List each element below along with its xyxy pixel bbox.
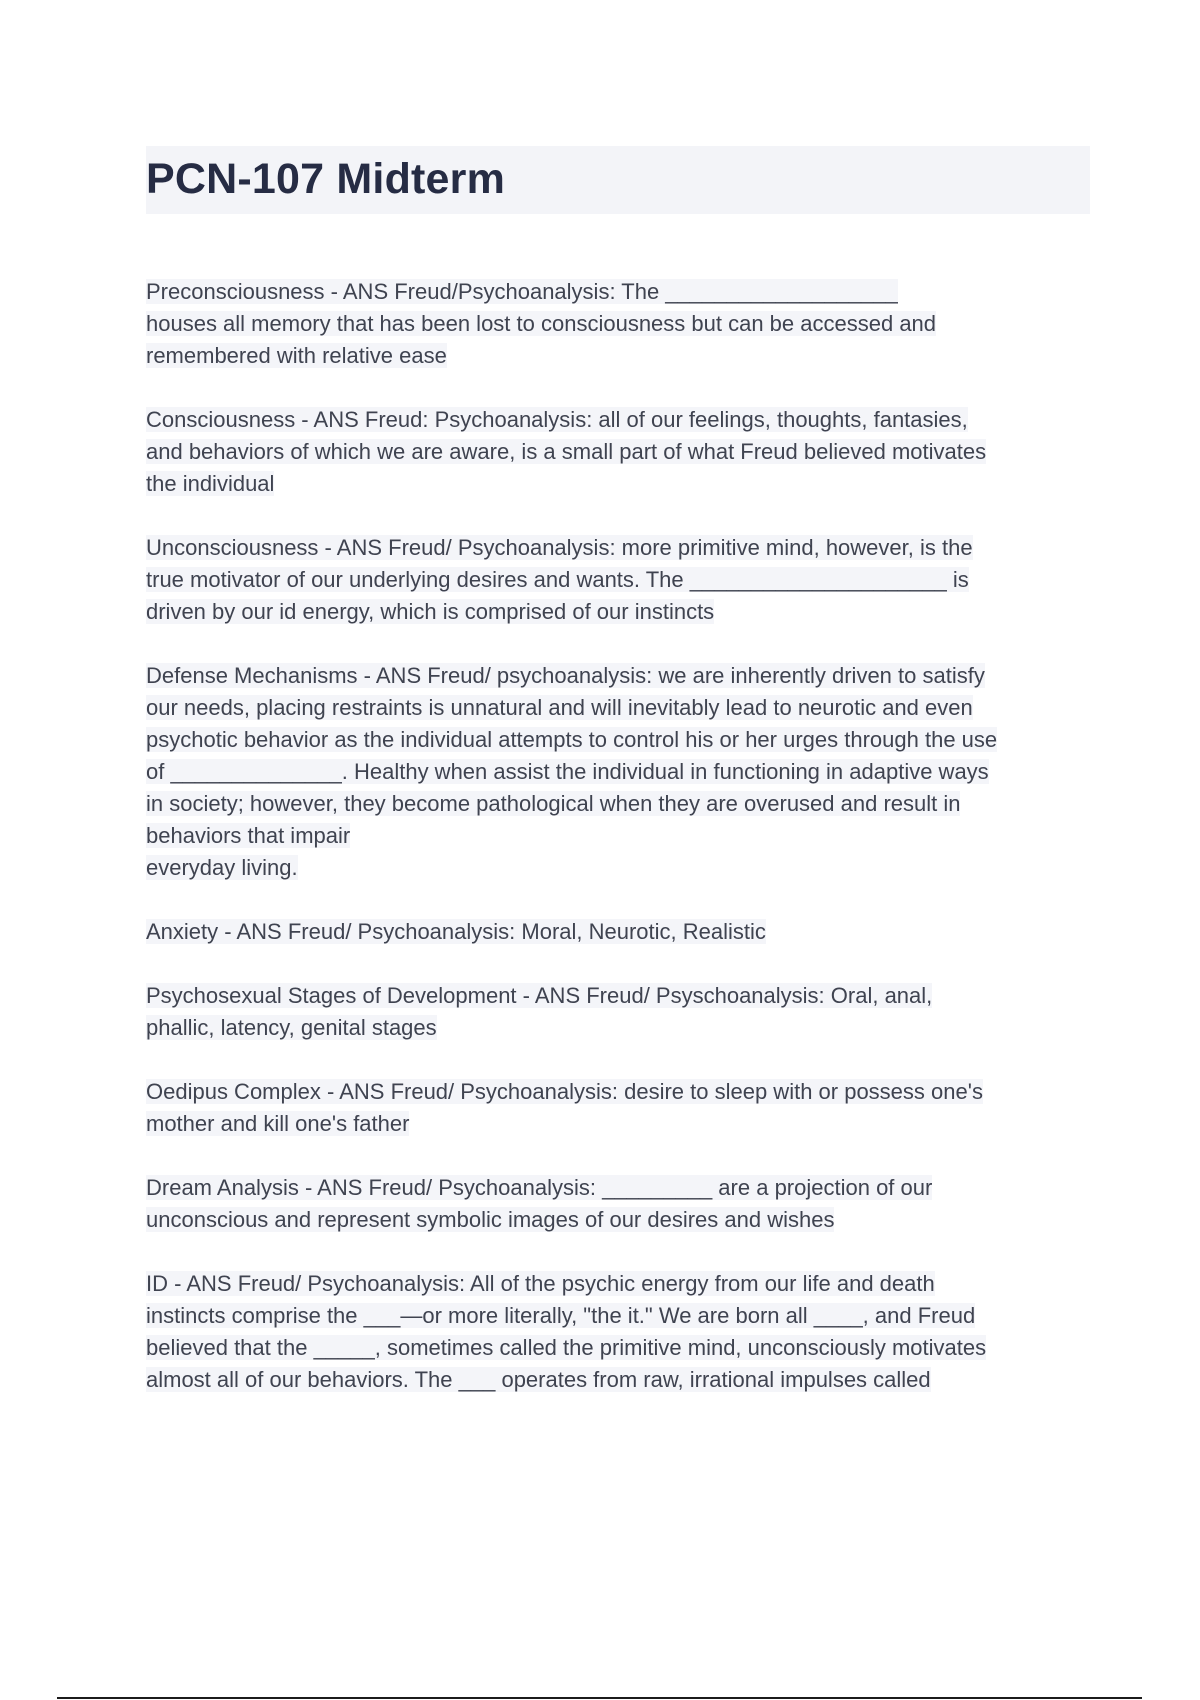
flashcard-entry bbox=[146, 916, 1090, 948]
flashcard-entry bbox=[146, 404, 1090, 500]
flashcard-entry bbox=[146, 660, 1090, 884]
entry-term: ID bbox=[146, 1271, 168, 1296]
entry-separator: - ANS bbox=[324, 279, 395, 304]
entry-separator: - ANS bbox=[318, 535, 389, 560]
flashcard-entry bbox=[146, 276, 1090, 372]
entry-term: Consciousness bbox=[146, 407, 296, 432]
entry-answer: Freud/ psychoanalysis: we are inherently driven to satisfy our needs, placing restraints is unnatural and will inevitably lead to neurotic and even psychotic behavior as the individual attempts to control his or her urges through the use of ______________. Healthy when assist the individual in functioning in adaptive ways in society; however, they become pathological when they are overused and result in behaviors that impair everyday living. bbox=[146, 663, 998, 880]
flashcard-entry bbox=[146, 1268, 1090, 1396]
entry-term: Anxiety bbox=[146, 919, 219, 944]
page-bottom-rule bbox=[57, 1697, 1142, 1699]
entry-separator: - ANS bbox=[320, 1079, 391, 1104]
entry-answer: Freud/ Psychoanalysis: desire to sleep with or possess one's mother and kill one's father bbox=[146, 1079, 983, 1136]
flashcard-list bbox=[146, 276, 1090, 1428]
entry-separator: - ANS bbox=[218, 919, 288, 944]
entry-answer: Freud/Psychoanalysis: The ___________________ houses all memory that has been lost to consciousness but can be accessed and remembered with relative ease bbox=[146, 279, 937, 368]
entry-answer: Freud/ Psychoanalysis: All of the psychic energy from our life and death instincts comprise the ___—or more literally, "the it." We are born all ____, and Freud believed that the _____, sometimes called the primitive mind, unconsciously motivates almost all of our behaviors. The ___ operates from raw, irrational impulses called bbox=[146, 1271, 987, 1392]
entry-term: Preconsciousness bbox=[146, 279, 325, 304]
flashcard-entry bbox=[146, 980, 1090, 1044]
entry-term: Unconsciousness bbox=[146, 535, 319, 560]
entry-separator: - ANS bbox=[516, 983, 587, 1008]
entry-term: Defense Mechanisms bbox=[146, 663, 358, 688]
document-title: PCN-107 Midterm bbox=[146, 155, 506, 203]
flashcard-entry bbox=[146, 532, 1090, 628]
entry-separator: - ANS bbox=[298, 1175, 369, 1200]
entry-answer: Freud/ Psychoanalysis: more primitive mind, however, is the true motivator of our underlying desires and wants. The _____________________ is driven by our id energy, which is comprised of our instincts bbox=[146, 535, 973, 624]
entry-term: Psychosexual Stages of Development bbox=[146, 983, 517, 1008]
flashcard-entry bbox=[146, 1076, 1090, 1140]
entry-separator: - ANS bbox=[357, 663, 428, 688]
entry-separator: - ANS bbox=[168, 1271, 238, 1296]
entry-separator: - ANS bbox=[295, 407, 365, 432]
entry-term: Oedipus Complex bbox=[146, 1079, 321, 1104]
flashcard-entry bbox=[146, 1172, 1090, 1236]
entry-answer: Freud/ Psyschoanalysis: Oral, anal, phallic, latency, genital stages bbox=[146, 983, 933, 1040]
entry-answer: Freud/ Psychoanalysis: _________ are a projection of our unconscious and represent symbolic images of our desires and wishes bbox=[146, 1175, 933, 1232]
entry-term: Dream Analysis bbox=[146, 1175, 299, 1200]
entry-answer: Freud/ Psychoanalysis: Moral, Neurotic, Realistic bbox=[287, 919, 766, 944]
entry-answer: Freud: Psychoanalysis: all of our feelings, thoughts, fantasies, and behaviors of which we are aware, is a small part of what Freud believed motivates the individual bbox=[146, 407, 987, 496]
